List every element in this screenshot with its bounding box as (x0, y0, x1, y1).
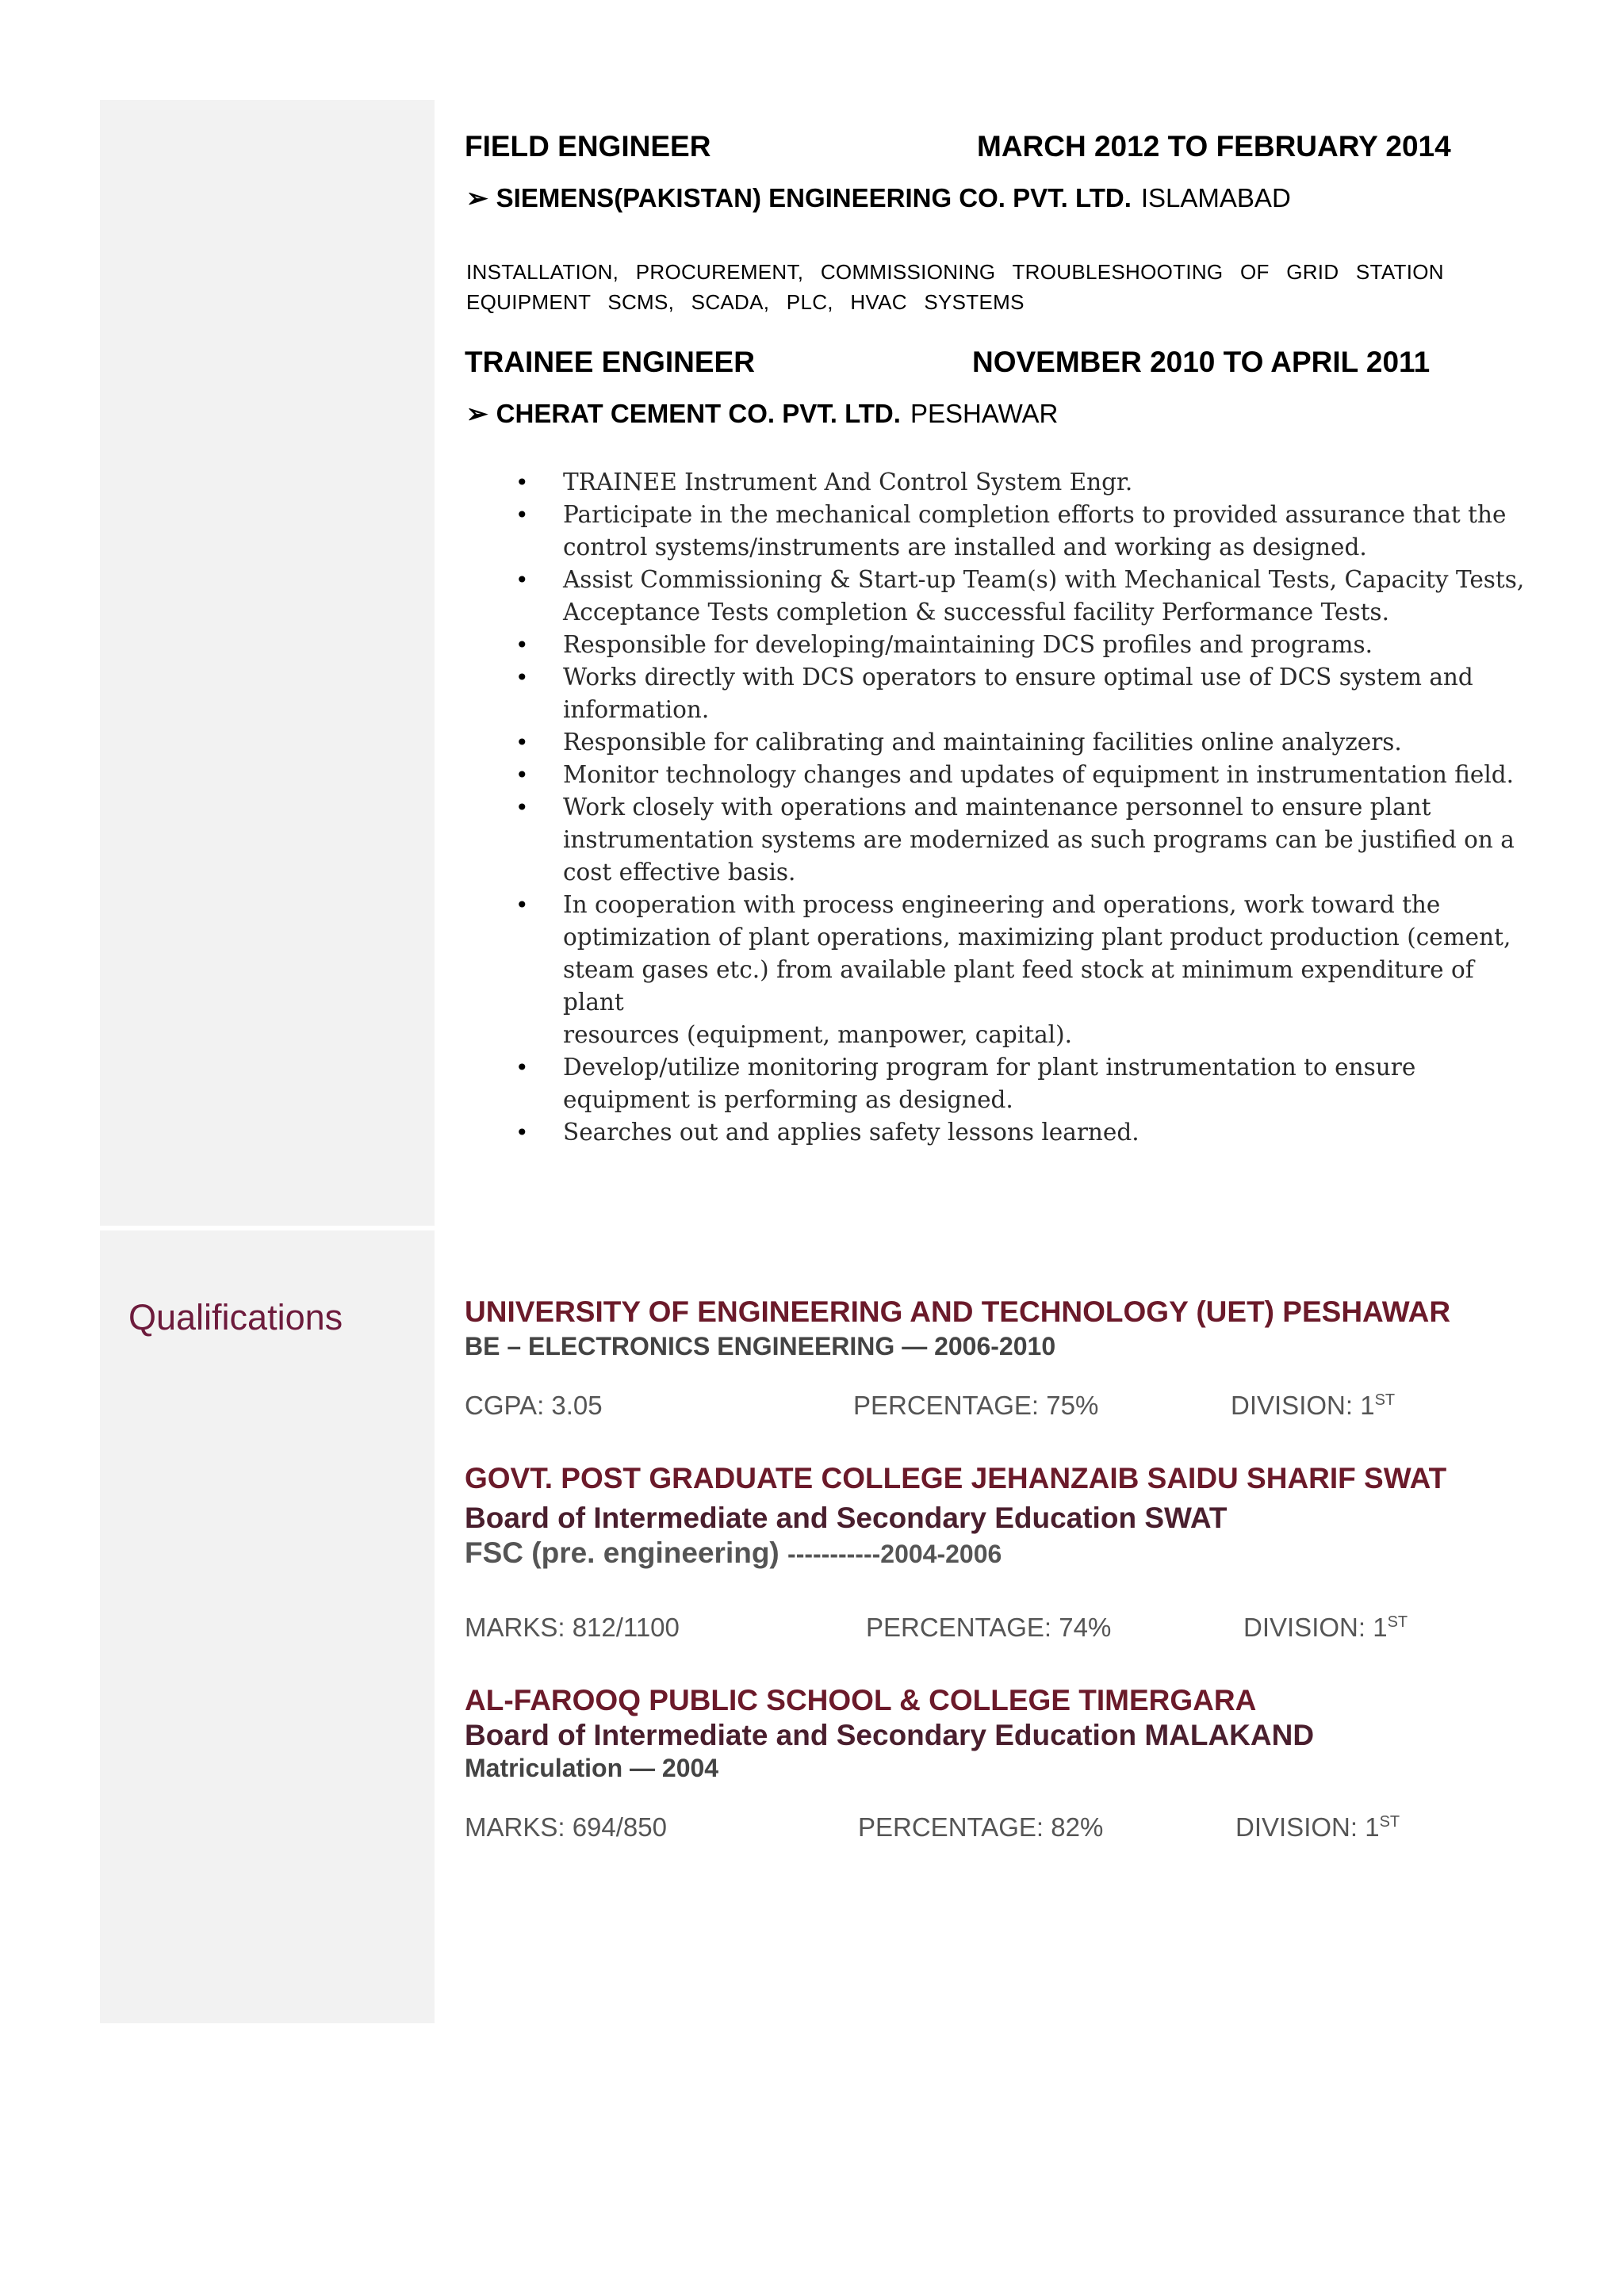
company-name: SIEMENS(PAKISTAN) ENGINEERING CO. PVT. LTD. (496, 183, 1132, 212)
qualifications-heading: Qualifications (128, 1297, 343, 1337)
job-dates-field-engineer: MARCH 2012 TO FEBRUARY 2014 (977, 130, 1451, 163)
responsibility-line: control systems/instruments are installed and working as designed. (563, 534, 1367, 561)
bullet-dot-icon: • (515, 794, 529, 821)
responsibility-line: Responsible for developing/maintaining DCS profiles and programs. (563, 631, 1373, 658)
company-city: ISLAMABAD (1140, 183, 1291, 212)
responsibility-item (514, 629, 1529, 661)
job-title-field-engineer: FIELD ENGINEER (465, 130, 711, 163)
responsibility-item (514, 726, 1529, 759)
company-name: CHERAT CEMENT CO. PVT. LTD. (496, 399, 901, 428)
institution-al-farooq: AL-FAROOQ PUBLIC SCHOOL & COLLEGE TIMERGARA (465, 1684, 1257, 1716)
responsibility-line: In cooperation with process engineering and operations, work toward the (563, 891, 1441, 918)
school-division (1235, 1812, 1400, 1843)
division-value: DIVISION: 1 (1231, 1391, 1375, 1420)
responsibilities-list (514, 466, 1529, 1149)
job-dates-trainee-engineer: NOVEMBER 2010 TO APRIL 2011 (972, 346, 1431, 378)
responsibility-line: Assist Commissioning & Start-up Team(s) with Mechanical Tests, Capacity Tests, (563, 566, 1525, 593)
responsibility-line: Develop/utilize monitoring program for plant instrumentation to ensure (563, 1054, 1416, 1081)
uet-division (1231, 1391, 1395, 1421)
college-division (1243, 1613, 1408, 1643)
bullet-dot-icon: • (515, 632, 529, 658)
bullet-dot-icon: • (515, 502, 529, 528)
responsibility-item (514, 564, 1529, 629)
uet-cgpa: CGPA: 3.05 (465, 1391, 603, 1420)
degree-be: BE – ELECTRONICS ENGINEERING — 2006-2010 (465, 1332, 1056, 1360)
job-description-line-2: EQUIPMENT SCMS, SCADA, PLC, HVAC SYSTEMS (466, 290, 1025, 314)
responsibility-line: equipment is performing as designed. (563, 1086, 1013, 1113)
responsibility-item (514, 889, 1529, 1051)
company-siemens (466, 182, 1291, 213)
responsibility-line: cost effective basis. (563, 859, 796, 886)
responsibility-line: Work closely with operations and maintenance personnel to ensure plant (563, 794, 1431, 821)
degree-fsc (465, 1536, 1002, 1570)
bullet-dot-icon: • (515, 892, 529, 918)
company-cherat-cement (466, 398, 1058, 429)
responsibility-item (514, 466, 1529, 499)
responsibility-line: Participate in the mechanical completion efforts to provided assurance that the (563, 501, 1507, 528)
bullet-dot-icon: • (515, 1054, 529, 1081)
responsibility-line: steam gases etc.) from available plant feed stock at minimum expenditure of plant (563, 956, 1474, 1016)
bullet-dot-icon: • (515, 1119, 529, 1146)
arrow-bullet-icon: ➢ (466, 183, 488, 212)
responsibility-line: instrumentation systems are modernized as such programs can be justified on a (563, 826, 1515, 853)
responsibility-item (514, 759, 1529, 791)
responsibility-item (514, 1051, 1529, 1116)
board-swat: Board of Intermediate and Secondary Education SWAT (465, 1502, 1228, 1534)
board-malakand: Board of Intermediate and Secondary Education MALAKAND (465, 1719, 1315, 1751)
degree-fsc-text: FSC (pre. engineering) (465, 1536, 788, 1569)
job-title-trainee-engineer: TRAINEE ENGINEER (465, 346, 755, 378)
division-value: DIVISION: 1 (1235, 1812, 1380, 1842)
responsibility-line: information. (563, 696, 710, 723)
responsibility-item (514, 661, 1529, 726)
responsibility-item (514, 791, 1529, 889)
responsibility-line: Works directly with DCS operators to ensure optimal use of DCS system and (563, 664, 1473, 691)
sidebar-panel-experience (100, 100, 435, 1226)
institution-govt-college: GOVT. POST GRADUATE COLLEGE JEHANZAIB SAIDU SHARIF SWAT (465, 1462, 1447, 1494)
responsibility-item (514, 499, 1529, 564)
bullet-dot-icon: • (515, 664, 529, 691)
college-percentage: PERCENTAGE: 74% (866, 1613, 1112, 1642)
sidebar-panel-qualifications (100, 1230, 435, 2023)
responsibility-line: Acceptance Tests completion & successful facility Performance Tests. (563, 599, 1389, 626)
responsibility-line: Responsible for calibrating and maintaining facilities online analyzers. (563, 729, 1402, 756)
responsibility-line: Monitor technology changes and updates of equipment in instrumentation field. (563, 761, 1515, 788)
institution-uet: UNIVERSITY OF ENGINEERING AND TECHNOLOGY (UET) PESHAWAR (465, 1295, 1451, 1328)
bullet-dot-icon: • (515, 729, 529, 756)
arrow-bullet-icon: ➢ (466, 399, 488, 428)
division-superscript: ST (1387, 1613, 1408, 1631)
company-city: PESHAWAR (910, 399, 1059, 428)
college-marks: MARKS: 812/1100 (465, 1613, 680, 1642)
job-description-line-1: INSTALLATION, PROCUREMENT, COMMISSIONING TROUBLESHOOTING OF GRID STATION (466, 260, 1444, 284)
responsibility-line: Searches out and applies safety lessons learned. (563, 1119, 1139, 1146)
bullet-dot-icon: • (515, 567, 529, 593)
division-value: DIVISION: 1 (1243, 1613, 1388, 1642)
degree-matriculation: Matriculation — 2004 (465, 1754, 719, 1782)
responsibility-item (514, 1116, 1529, 1149)
responsibility-line: TRAINEE Instrument And Control System Engr. (563, 469, 1133, 496)
responsibility-line: resources (equipment, manpower, capital). (563, 1021, 1072, 1048)
division-superscript: ST (1374, 1391, 1396, 1409)
degree-fsc-years: -----------2004-2006 (787, 1540, 1002, 1568)
uet-percentage: PERCENTAGE: 75% (853, 1391, 1099, 1420)
bullet-dot-icon: • (515, 469, 529, 496)
school-percentage: PERCENTAGE: 82% (858, 1812, 1104, 1842)
division-superscript: ST (1379, 1813, 1400, 1831)
bullet-dot-icon: • (515, 762, 529, 788)
responsibility-line: optimization of plant operations, maximizing plant product production (cement, (563, 924, 1511, 951)
school-marks: MARKS: 694/850 (465, 1812, 667, 1842)
